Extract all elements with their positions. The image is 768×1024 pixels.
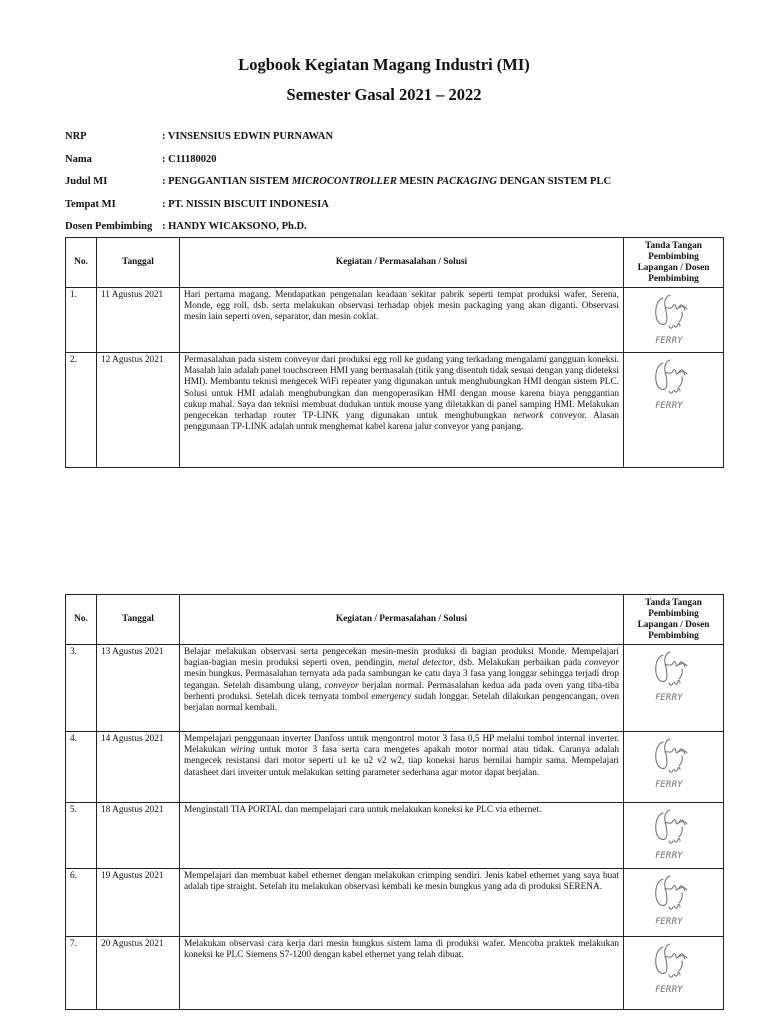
row-date: 14 Agustus 2021 (97, 732, 180, 803)
activity-text: , dsb. Melakukan perbaikan pada (452, 658, 585, 669)
signature-image (643, 355, 705, 413)
signature-stroke (669, 905, 680, 910)
signature-stroke (669, 839, 680, 844)
table-row (66, 869, 724, 937)
signature-stroke (665, 820, 685, 825)
signature-stroke (655, 944, 669, 974)
info-value: : C11180020 (162, 153, 217, 165)
info-label: Dosen Pembimbing (65, 221, 153, 233)
signature-image (643, 647, 705, 705)
info-value-part: : PENGGANTIAN SISTEM (162, 176, 292, 188)
row-signature (624, 353, 724, 468)
document-title: Logbook Kegiatan Magang Industri (MI) (238, 55, 530, 74)
activity-text: conveyor (584, 658, 619, 669)
signature-name: FERRY (654, 693, 683, 703)
signature-stroke (678, 888, 687, 903)
signature-name: FERRY (654, 985, 683, 995)
signature-name: FERRY (654, 401, 683, 411)
activity-text: Belajar melakukan observasi serta pengecekan mesin-mesin produksi di bagian produksi Monde. Mempelajari bagian-bagian mesin produksi seperti oven, pendingin, (184, 647, 619, 669)
signature-stroke (678, 307, 687, 322)
signature-name: FERRY (654, 780, 683, 790)
signature-stroke (655, 360, 669, 390)
row-date: 18 Agustus 2021 (97, 803, 180, 869)
row-signature (624, 937, 724, 1010)
table-row (66, 803, 724, 869)
activity-text: Mempelajari penggunaan inverter Danfoss untuk mengontrol motor 3 fasa 0,5 HP melalui tombol internal inverter. Melakukan (184, 734, 619, 756)
info-row-nrp (65, 131, 725, 154)
info-value: : PT. NISSIN BISCUIT INDONESIA (162, 198, 329, 210)
info-label: Tempat MI (65, 198, 116, 210)
column-header-signature: Tanda Tangan Pembimbing Lapangan / Dosen Pembimbing (624, 238, 724, 288)
column-header-date: Tanggal (97, 238, 180, 288)
activity-text: emergency (371, 691, 412, 702)
activity-text: berjalan normal. Permasalahan kedua ada pada oven yang tiba-tiba berhenti produksi. Setelah dicek ternyata tombol (184, 680, 619, 702)
table-row (66, 353, 724, 468)
activity-text: conveyor. Alasan penggunaan TP-LINK adalah untuk menghemat kabel karena jalur conveyor yang panjang. (184, 411, 619, 433)
column-header-no: No. (66, 595, 97, 645)
row-signature (624, 288, 724, 353)
row-number: 7. (66, 937, 97, 1010)
signature-image (643, 805, 705, 863)
table-row (66, 645, 724, 732)
row-signature (624, 869, 724, 937)
table-row (66, 732, 724, 803)
row-activity (180, 732, 624, 803)
info-label: NRP (65, 131, 87, 142)
row-signature (624, 645, 724, 732)
column-header-no: No. (66, 238, 97, 288)
signature-stroke (678, 664, 687, 679)
activity-text: mesin bungkus. Permasalahan ternyata ada pada sambungan ke catu daya 3 fasa yang longgar sehingga terjadi drop tegangan. Setelah disambung ulang, (184, 669, 619, 691)
row-date: 11 Agustus 2021 (97, 288, 180, 353)
info-value: : VINSENSIUS EDWIN PURNAWAN (162, 131, 334, 142)
row-number: 1. (66, 288, 97, 353)
row-number: 5. (66, 803, 97, 869)
logbook-table-1 (65, 237, 724, 468)
signature-stroke (669, 768, 680, 773)
activity-text: sudah longgar. Setelah dilakukan pengencangan, oven berjalan normal kembali. (184, 691, 619, 714)
signature-name: FERRY (654, 851, 683, 861)
logbook-table-2 (65, 594, 724, 1010)
signature-stroke (655, 295, 669, 325)
row-number: 4. (66, 732, 97, 803)
signature-stroke (665, 305, 685, 310)
document-subtitle: Semester Gasal 2021 – 2022 (286, 85, 482, 104)
info-block (65, 131, 725, 244)
info-value-part: MESIN (396, 176, 437, 188)
activity-text: wiring (230, 745, 255, 756)
table-header-row (66, 595, 724, 645)
table-header-row (66, 238, 724, 288)
signature-stroke (678, 956, 687, 971)
row-signature (624, 803, 724, 869)
row-date: 12 Agustus 2021 (97, 353, 180, 468)
signature-stroke (669, 973, 680, 978)
signature-name: FERRY (654, 917, 683, 927)
signature-image (643, 939, 705, 997)
activity-text: metal detector (398, 658, 453, 669)
signature-stroke (665, 749, 685, 754)
row-date: 13 Agustus 2021 (97, 645, 180, 732)
info-row-nama (65, 154, 725, 177)
activity-text: Hari pertama magang. Mendapatkan pengenalan keadaan sekitar pabrik seperti tempat produksi wafer, Serena, Monde, egg roll, dsb. serta melakukan observasi terhadap objek mesin packaging yang akan diganti. Observasi mesin lain seperti oven, separator, dan mesin coklat. (184, 290, 619, 323)
info-value-part: PACKAGING (436, 176, 497, 188)
signature-stroke (655, 876, 669, 906)
signature-stroke (655, 739, 669, 769)
activity-text: Permasalahan pada sistem conveyor dari produksi egg roll ke gudang yang terkadang mengalami gangguan koneksi. Masalah lain adalah panel touchscreen HMI yang bermasalah (titik yang disentuh tidak sesuai dengan yang dideteksi HMI). Membantu teknisi mengecek WiFi repeater yang digunakan untuk menghubungkan HMI dengan sistem PLC. Solusi untuk HMI adalah menghubungkan dan mengoperasikan HMI dengan mouse karena biaya penggantian cukup mahal. Saya dan teknisi membuat dudukan untuk mouse yang diletakkan di panel samping HMI. Melakukan pengecekan terhadap router TP-LINK yang digunakan untuk menghubungkan (184, 355, 620, 422)
info-label: Judul MI (65, 176, 108, 188)
column-header-activity: Kegiatan / Permasalahan / Solusi (180, 595, 624, 645)
row-date: 20 Agustus 2021 (97, 937, 180, 1010)
activity-text: untuk motor 3 fasa serta cara mengetes apakah motor normal atau tidak. Caranya adalah mengecek resistansi dari motor seperti u1 ke u2 v2 w2, tiap koneksi harus bernilai hampir sama. Mempelajari datasheet dari inverter untuk melakukan setting parameter sederhana agar motor dapat berjalan. (184, 745, 619, 778)
signature-stroke (665, 370, 685, 375)
row-number: 3. (66, 645, 97, 732)
signature-image (643, 734, 705, 792)
signature-stroke (678, 372, 687, 387)
info-value: : HANDY WICAKSONO, Ph.D. (162, 221, 307, 233)
signature-stroke (669, 324, 680, 329)
signature-stroke (678, 751, 687, 766)
row-number: 2. (66, 353, 97, 468)
row-activity (180, 645, 624, 732)
activity-text: Menginstall TIA PORTAL dan mempelajari cara untuk melakukan koneksi ke PLC via ethernet. (184, 805, 542, 815)
signature-image (643, 290, 705, 348)
signature-stroke (669, 681, 680, 686)
info-row-judul (65, 176, 725, 199)
row-activity (180, 288, 624, 353)
row-activity (180, 803, 624, 869)
signature-stroke (665, 662, 685, 667)
row-number: 6. (66, 869, 97, 937)
signature-stroke (655, 652, 669, 682)
row-activity (180, 353, 624, 468)
row-activity (180, 869, 624, 937)
column-header-date: Tanggal (97, 595, 180, 645)
signature-stroke (678, 822, 687, 837)
table-row (66, 288, 724, 353)
info-label: Nama (65, 153, 92, 165)
row-activity (180, 937, 624, 1010)
info-value-part: DENGAN SISTEM PLC (497, 176, 612, 188)
activity-text: Mempelajari dan membuat kabel ethernet dengan melakukan crimping sendiri. Jenis kabel ethernet yang saya buat adalah tipe straight. Setelah itu melakukan observasi kembali ke mesin bungkus yang ada di produksi SERENA. (184, 871, 619, 893)
activity-text: conveyor (324, 680, 359, 691)
row-date: 19 Agustus 2021 (97, 869, 180, 937)
signature-name: FERRY (654, 336, 683, 346)
info-value-title (162, 176, 611, 187)
signature-stroke (669, 389, 680, 394)
row-signature (624, 732, 724, 803)
activity-text: network (513, 411, 544, 422)
signature-image (643, 871, 705, 929)
column-header-signature: Tanda Tangan Pembimbing Lapangan / Dosen Pembimbing (624, 595, 724, 645)
signature-stroke (655, 810, 669, 840)
activity-text: Melakukan observasi cara kerja dari mesin bungkus sistem lama di produksi wafer. Mencoba praktek melakukan koneksi ke PLC Siemens S7-1200 dengan kabel ethernet yang telah dibuat. (184, 939, 619, 961)
info-row-tempat (65, 199, 725, 222)
column-header-activity: Kegiatan / Permasalahan / Solusi (180, 238, 624, 288)
info-value-part: MICROCONTROLLER (291, 176, 397, 188)
signature-stroke (665, 886, 685, 891)
table-row (66, 937, 724, 1010)
signature-stroke (665, 954, 685, 959)
